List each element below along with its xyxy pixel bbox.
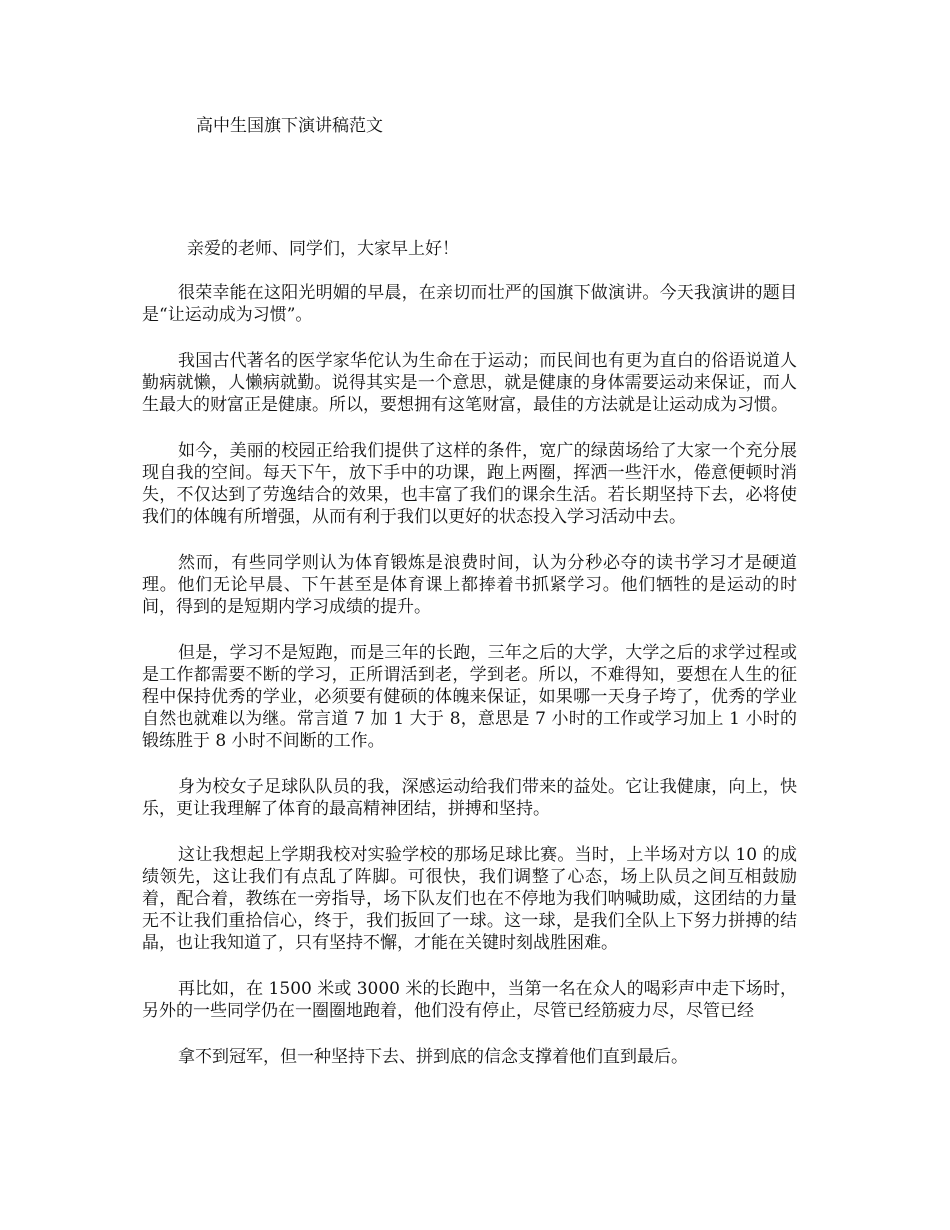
paragraph-campus: 如今，美丽的校园正给我们提供了这样的条件，宽广的绿茵场给了大家一个充分展现自我的空间。每天下午，放下手中的功课，跑上两圈，挥洒一些汗水，倦意便顿时消失，不仅达到了劳逸结合的效果，也丰富了我们的课余生活。若长期坚持下去，必将使我们的体魄有所增强，从而有利于我们以更好的状态投入学习活动中去。: [142, 441, 797, 527]
paragraph-however: 然而，有些同学则认为体育锻炼是浪费时间，认为分秒必夺的读书学习才是硬道理。他们无论早晨、下午甚至是体育课上都捧着书抓紧学习。他们牺牲的是运动的时间，得到的是短期内学习成绩的提升。: [142, 553, 797, 617]
paragraph-persistence: 拿不到冠军，但一种坚持下去、拼到底的信念支撑着他们直到最后。: [178, 1047, 688, 1067]
paragraph-huatuo: 我国古代著名的医学家华佗认为生命在于运动；而民间也有更为直白的俗语说道人勤病就懒，人懒病就勤。说得其实是一个意思，就是健康的身体需要运动来保证，而人生最大的财富正是健康。所以，要想拥有这笔财富，最佳的方法就是让运动成为习惯。: [142, 351, 797, 415]
paragraph-long-distance: 再比如，在 1500 米或 3000 米的长跑中，当第一名在众人的喝彩声中走下场时，另外的一些同学仍在一圈圈地跑着，他们没有停止，尽管已经筋疲力尽，尽管已经: [142, 979, 797, 1021]
paragraph-match: 这让我想起上学期我校对实验学校的那场足球比赛。当时，上半场对方以 10 的成绩领先，这让我们有点乱了阵脚。可很快，我们调整了心态，场上队员之间互相鼓励着，配合着，教练在一旁指导，场下队友们也在不停地为我们呐喊助威，这团结的力量无不让我们重拾信心，终于，我们扳回了一球。这一球，是我们全队上下努力拼搏的结晶，也让我知道了，只有坚持不懈，才能在关键时刻战胜困难。: [142, 845, 797, 953]
paragraph-football-team: 身为校女子足球队队员的我，深感运动给我们带来的益处。它让我健康，向上，快乐，更让我理解了体育的最高精神团结，拼搏和坚持。: [142, 777, 797, 819]
document-body: [142, 238, 797, 1092]
paragraph-salutation: 亲爱的老师、同学们，大家早上好！: [187, 239, 459, 259]
document-title: 高中生国旗下演讲稿范文: [196, 116, 383, 136]
paragraph-long-run: 但是，学习不是短跑，而是三年的长跑，三年之后的大学，大学之后的求学过程或是工作都需要不断的学习，正所谓活到老，学到老。所以，不难得知，要想在人生的征程中保持优秀的学业，必须要有健硕的体魄来保证，如果哪一天身子垮了，优秀的学业自然也就难以为继。常言道 7 加 1 大于 8，意思是 7 小时的工作或学习加上 1 小时的锻练胜于 8 小时不间断的工作。: [142, 643, 797, 751]
paragraph-opening: 很荣幸能在这阳光明媚的早晨，在亲切而壮严的国旗下做演讲。今天我演讲的题目是“让运动成为习惯”。: [142, 283, 797, 325]
